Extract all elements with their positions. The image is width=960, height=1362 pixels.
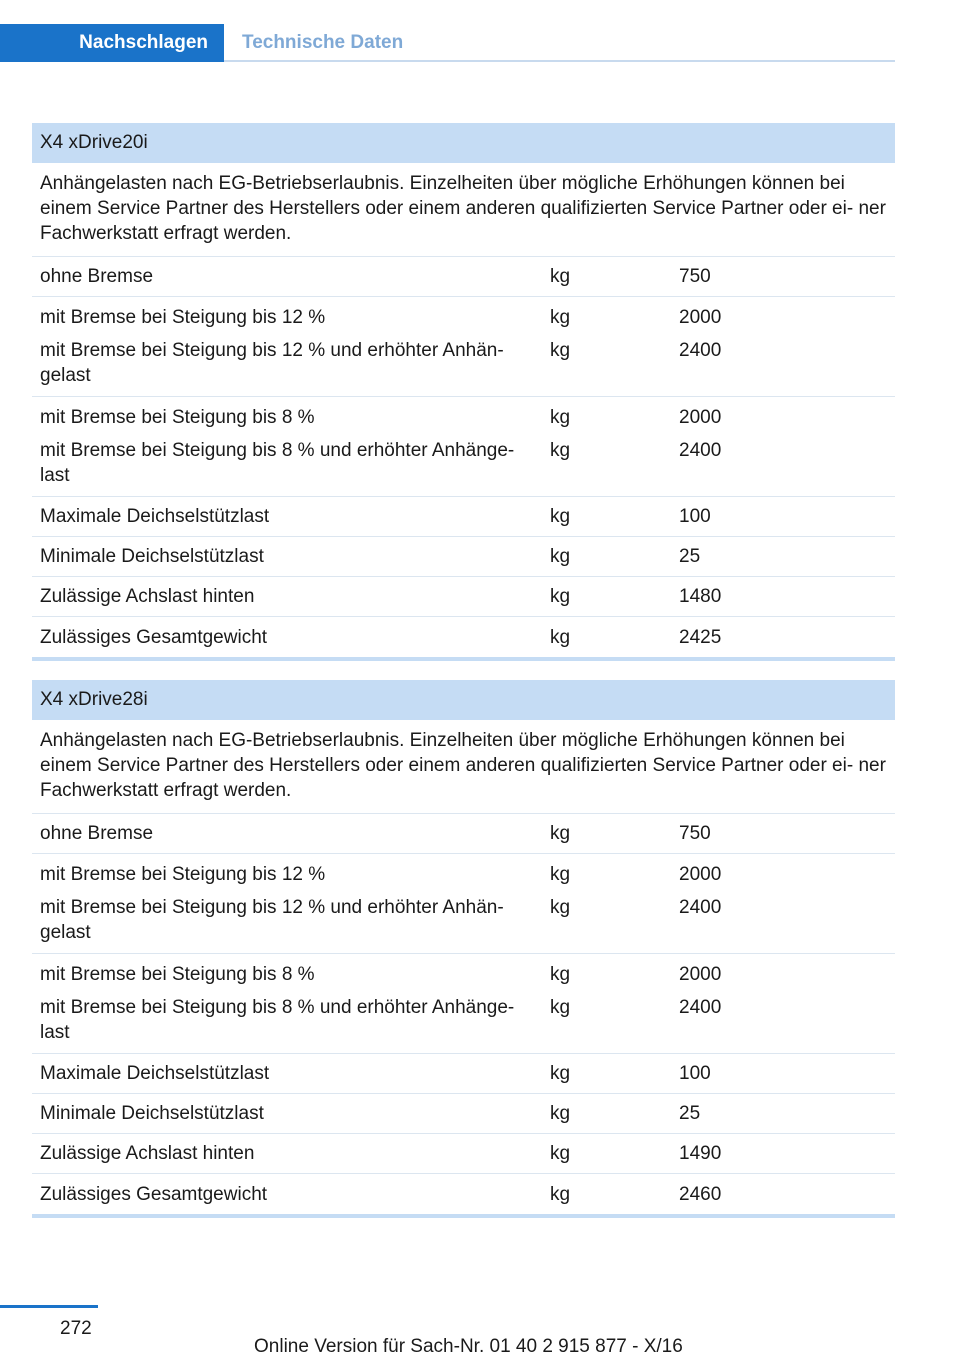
row-value: 2000 bbox=[679, 964, 722, 985]
row-label: mit Bremse bei Steigung bis 8 % bbox=[40, 407, 315, 428]
table-row bbox=[32, 305, 895, 330]
table-row bbox=[32, 497, 895, 537]
tab-nachschlagen[interactable]: Nachschlagen bbox=[0, 24, 224, 62]
row-unit: kg bbox=[550, 1063, 571, 1084]
row-unit: kg bbox=[550, 823, 571, 844]
row-label: mit Bremse bei Steigung bis 12 % und erhöhter Anhän- gelast bbox=[40, 897, 504, 943]
row-unit: kg bbox=[550, 506, 571, 527]
row-label: Maximale Deichselstützlast bbox=[40, 1063, 270, 1084]
row-label: Minimale Deichselstützlast bbox=[40, 1103, 264, 1124]
table-row-group bbox=[32, 297, 895, 397]
table-title: X4 xDrive20i bbox=[32, 123, 895, 163]
page-number: 272 bbox=[60, 1318, 92, 1339]
row-label: Zulässige Achslast hinten bbox=[40, 1143, 255, 1164]
table-title: X4 xDrive28i bbox=[32, 680, 895, 720]
row-unit: kg bbox=[550, 964, 571, 985]
table-row-group bbox=[32, 854, 895, 954]
table-row bbox=[32, 1054, 895, 1094]
row-unit: kg bbox=[550, 1183, 571, 1205]
table-row bbox=[32, 862, 895, 887]
table-bottom-rule bbox=[32, 657, 895, 661]
table-row bbox=[32, 1174, 895, 1214]
row-unit: kg bbox=[550, 897, 571, 918]
row-value: 1490 bbox=[679, 1143, 722, 1164]
table-row bbox=[32, 438, 895, 488]
row-unit: kg bbox=[550, 546, 571, 567]
row-unit: kg bbox=[550, 266, 571, 287]
row-label: Maximale Deichselstützlast bbox=[40, 506, 270, 527]
row-value: 2400 bbox=[679, 440, 722, 461]
table-row bbox=[32, 577, 895, 617]
row-value: 2400 bbox=[679, 897, 722, 918]
row-value: 2000 bbox=[679, 307, 722, 328]
row-unit: kg bbox=[550, 997, 571, 1018]
row-unit: kg bbox=[550, 307, 571, 328]
row-value: 2000 bbox=[679, 864, 722, 885]
spec-table-xdrive20i bbox=[32, 123, 895, 661]
row-unit: kg bbox=[550, 864, 571, 885]
table-row bbox=[32, 814, 895, 854]
row-value: 750 bbox=[679, 823, 711, 844]
table-row bbox=[32, 405, 895, 430]
footer-accent-line bbox=[0, 1305, 98, 1308]
table-row bbox=[32, 537, 895, 577]
row-unit: kg bbox=[550, 1103, 571, 1124]
row-label: mit Bremse bei Steigung bis 8 % und erhöhter Anhänge- last bbox=[40, 440, 515, 486]
row-unit: kg bbox=[550, 340, 571, 361]
spec-table-xdrive28i bbox=[32, 680, 895, 1218]
table-row bbox=[32, 895, 895, 945]
table-row-group bbox=[32, 397, 895, 497]
row-unit: kg bbox=[550, 440, 571, 461]
row-value: 25 bbox=[679, 1103, 701, 1124]
table-description: Anhängelasten nach EG-Betriebserlaubnis. Einzelheiten über mögliche Erhöhungen können bei einem Service Partner des Herstellers oder einem anderen qualifizierten Service Partner oder ei- ner Fachwerkstatt erfragt werden. bbox=[32, 163, 895, 257]
row-value: 750 bbox=[679, 266, 711, 287]
row-value: 100 bbox=[679, 1063, 711, 1084]
row-value: 2400 bbox=[679, 997, 722, 1018]
table-description: Anhängelasten nach EG-Betriebserlaubnis. Einzelheiten über mögliche Erhöhungen können bei einem Service Partner des Herstellers oder einem anderen qualifizierten Service Partner oder ei- ner Fachwerkstatt erfragt werden. bbox=[32, 720, 895, 814]
header-divider bbox=[224, 60, 895, 62]
row-unit: kg bbox=[550, 586, 571, 607]
row-value: 2400 bbox=[679, 340, 722, 361]
row-unit: kg bbox=[550, 626, 571, 648]
row-label: mit Bremse bei Steigung bis 8 % und erhöhter Anhänge- last bbox=[40, 997, 515, 1043]
table-row bbox=[32, 617, 895, 657]
row-value: 2000 bbox=[679, 407, 722, 428]
table-row bbox=[32, 1134, 895, 1174]
table-bottom-rule bbox=[32, 1214, 895, 1218]
row-label: mit Bremse bei Steigung bis 8 % bbox=[40, 964, 315, 985]
table-row bbox=[32, 338, 895, 388]
footer-version-text: Online Version für Sach-Nr. 01 40 2 915 877 - X/16 bbox=[254, 1336, 683, 1357]
row-value: 100 bbox=[679, 506, 711, 527]
table-row bbox=[32, 1094, 895, 1134]
page-header bbox=[0, 0, 960, 62]
row-label: Zulässiges Gesamtgewicht bbox=[40, 626, 268, 648]
row-value: 25 bbox=[679, 546, 701, 567]
row-value: 1480 bbox=[679, 586, 722, 607]
row-label: ohne Bremse bbox=[40, 823, 154, 844]
row-label: ohne Bremse bbox=[40, 266, 154, 287]
table-row bbox=[32, 995, 895, 1045]
row-label: mit Bremse bei Steigung bis 12 % bbox=[40, 864, 326, 885]
row-label: mit Bremse bei Steigung bis 12 % bbox=[40, 307, 326, 328]
row-unit: kg bbox=[550, 407, 571, 428]
row-value: 2425 bbox=[679, 626, 722, 648]
table-row-group bbox=[32, 954, 895, 1054]
row-label: Zulässige Achslast hinten bbox=[40, 586, 255, 607]
row-label: mit Bremse bei Steigung bis 12 % und erhöhter Anhän- gelast bbox=[40, 340, 504, 386]
row-unit: kg bbox=[550, 1143, 571, 1164]
row-value: 2460 bbox=[679, 1183, 722, 1205]
table-row bbox=[32, 257, 895, 297]
table-row bbox=[32, 962, 895, 987]
row-label: Zulässiges Gesamtgewicht bbox=[40, 1183, 268, 1205]
row-label: Minimale Deichselstützlast bbox=[40, 546, 264, 567]
tab-technische-daten[interactable]: Technische Daten bbox=[242, 32, 404, 53]
